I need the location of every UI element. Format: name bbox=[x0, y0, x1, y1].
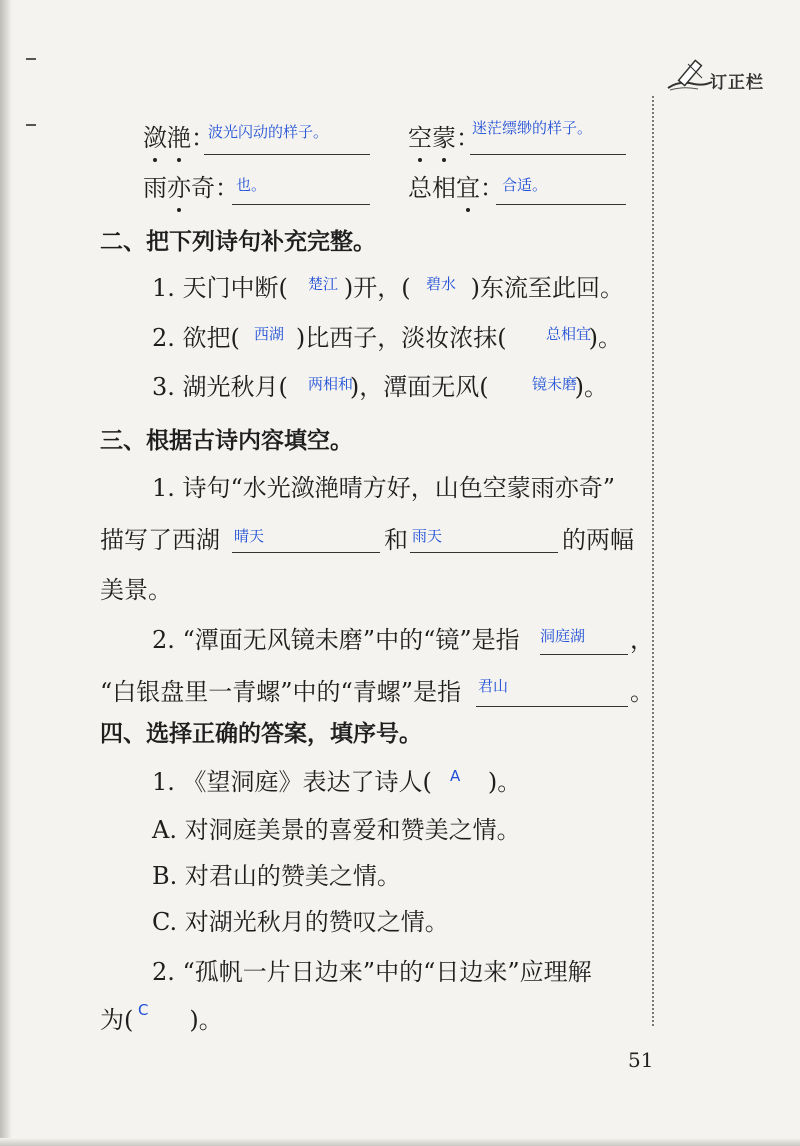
correction-column-label bbox=[660, 58, 790, 98]
handwritten-answer[interactable]: 碧水 bbox=[426, 275, 457, 293]
question-line: 描写了西湖 bbox=[100, 526, 220, 554]
question-text: 。 bbox=[630, 678, 654, 706]
handwritten-answer[interactable]: 镜未磨 bbox=[532, 375, 578, 393]
handwritten-answer[interactable]: 总相宜 bbox=[546, 325, 592, 343]
handwritten-answer: 雨天 bbox=[412, 527, 443, 545]
question-line: 1. 天门中断( )开，( )东流至此回。 bbox=[152, 274, 624, 302]
margin-divider bbox=[652, 96, 654, 1026]
section-heading: 二、把下列诗句补充完整。 bbox=[100, 229, 376, 255]
option-item: C. 对湖光秋月的赞叹之情。 bbox=[152, 908, 449, 936]
question-line: 3. 湖光秋月( )，潭面无风( )。 bbox=[152, 373, 608, 401]
corner-label-text: 订正栏 bbox=[710, 73, 764, 93]
vocab-item: 雨亦奇： bbox=[143, 174, 239, 202]
term-char: 宜 bbox=[456, 174, 480, 202]
option-item: B. 对君山的赞美之情。 bbox=[152, 862, 401, 890]
term-char: 滟 bbox=[167, 124, 191, 152]
vocab-item: 空蒙： bbox=[408, 124, 480, 152]
question-text: ， bbox=[630, 626, 654, 654]
question-line: 1. 《望洞庭》表达了诗人( )。 bbox=[152, 768, 522, 796]
page-number: 51 bbox=[628, 1048, 654, 1072]
question-line: 2. 欲把( )比西子，淡妆浓抹( )。 bbox=[152, 324, 622, 352]
question-line: 2. “潭面无风镜未磨”中的“镜”是指 bbox=[152, 626, 520, 654]
scan-edge-bottom bbox=[0, 1138, 800, 1146]
vocab-item: 潋滟： bbox=[143, 124, 215, 152]
section-heading: 三、根据古诗内容填空。 bbox=[100, 428, 353, 454]
handwritten-answer: 君山 bbox=[478, 677, 509, 695]
question-line: 为( )。 bbox=[100, 1006, 223, 1034]
handwritten-answer[interactable]: C bbox=[138, 1001, 149, 1019]
scan-mark bbox=[26, 58, 36, 60]
vocab-item: 总相宜： bbox=[408, 174, 504, 202]
handwritten-answer: 洞庭湖 bbox=[540, 627, 586, 645]
handwritten-answer: 合适。 bbox=[502, 176, 548, 194]
pen-icon bbox=[664, 58, 714, 94]
handwritten-answer: 波光闪动的样子。 bbox=[208, 123, 329, 141]
question-line: 1. 诗句“水光潋滟晴方好，山色空蒙雨亦奇” bbox=[152, 474, 616, 502]
question-line: “白银盘里一青螺”中的“青螺”是指 bbox=[100, 678, 462, 706]
handwritten-answer: 晴天 bbox=[234, 527, 265, 545]
term-char: 蒙 bbox=[432, 124, 456, 152]
term-char: 空 bbox=[408, 124, 432, 152]
handwritten-answer: 也。 bbox=[236, 176, 267, 194]
handwritten-answer[interactable]: A bbox=[450, 767, 461, 785]
scan-edge bbox=[0, 0, 12, 1146]
scan-mark bbox=[26, 124, 36, 126]
question-line: 美景。 bbox=[100, 576, 172, 604]
handwritten-answer[interactable]: 两相和 bbox=[308, 375, 354, 393]
question-line: 2. “孤帆一片日边来”中的“日边来”应理解 bbox=[152, 958, 592, 986]
handwritten-answer[interactable]: 西湖 bbox=[254, 325, 285, 343]
question-text: 的两幅 bbox=[562, 526, 634, 554]
handwritten-answer: 迷茫缥缈的样子。 bbox=[472, 119, 593, 137]
term-char: 潋 bbox=[143, 124, 167, 152]
handwritten-answer[interactable]: 楚江 bbox=[308, 275, 339, 293]
term-char: 亦 bbox=[167, 174, 191, 202]
section-heading: 四、选择正确的答案，填序号。 bbox=[100, 721, 422, 747]
question-text: 和 bbox=[384, 526, 408, 554]
option-item: A. 对洞庭美景的喜爱和赞美之情。 bbox=[152, 816, 521, 844]
